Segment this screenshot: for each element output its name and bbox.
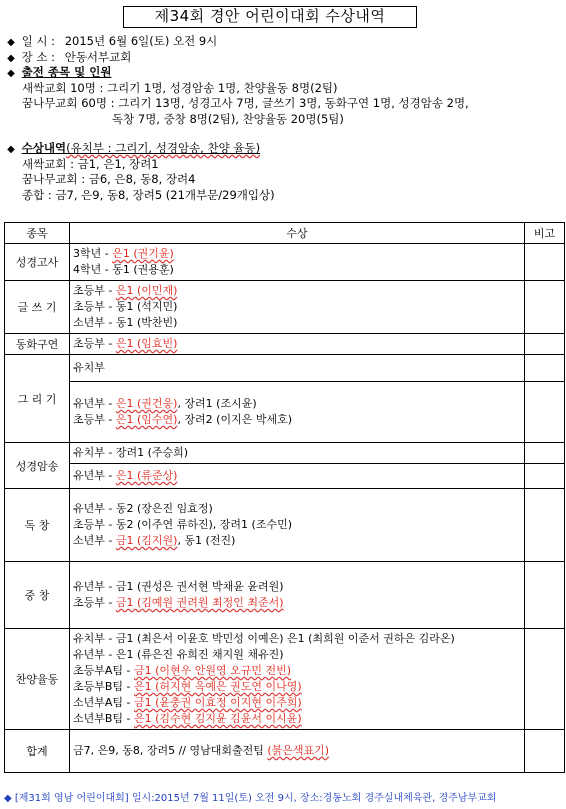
award-line [73,663,524,679]
award-line [73,412,524,428]
table-row [5,355,565,382]
award-line [73,336,524,352]
note-cell [525,382,565,443]
award-text: 유년부 - 동2 (장은진 임효정) [73,502,213,515]
place-line [4,50,562,66]
row-category: 글 쓰 기 [5,281,70,334]
note-cell [525,443,565,464]
note-cell [525,355,565,382]
award-line [73,283,524,299]
table-row [5,244,565,281]
highlight-award-text: 은1 (김수현 김지윤 김윤서 이시윤) [134,712,302,725]
highlight-award-text: 은1 (권건웅) [115,397,178,410]
table-header-row [5,223,565,244]
highlight-award-text: 은1 (권기윤) [112,247,174,260]
awards-cell [70,281,525,334]
table-row [5,464,565,489]
awards-cell [70,382,525,443]
diamond-bullet-icon: ◆ [7,52,15,64]
award-text: 소년부 - 동1 (박찬빈) [73,316,178,329]
award-text: 유년부 - [73,469,116,482]
info-section [4,34,562,203]
diamond-bullet-icon: ◆ [7,144,15,155]
highlight-award-text: 은1 (류준상) [115,469,178,482]
table-row [5,489,565,562]
award-text: 초등부B팀 - [73,680,135,693]
award-text: 유치부 - 금1 (최은서 이윤호 박민성 이예은) 은1 (최희원 이준서 권하은 김라온) [73,632,455,645]
highlight-award-text: 은1 (임효빈) [115,337,178,350]
award-text: 3학년 - [73,247,113,260]
awards-cell [70,562,525,629]
participants-heading [4,65,562,81]
award-text: , 동1 (전진) [177,534,236,547]
award-text: 초등부 - 동1 (석지민) [73,300,178,313]
award-line [73,711,524,727]
awards-cell [70,443,525,464]
awards-cell [70,464,525,489]
awards-line-2: 꿈나무교회 : 금6, 은8, 동8, 장려4 [22,172,196,186]
awards-heading [4,141,562,157]
award-text: 소년부A팀 - [73,696,134,709]
award-line [73,396,524,412]
note-cell [525,464,565,489]
row-category: 동화구연 [5,334,70,355]
diamond-bullet-icon: ◆ [7,68,15,79]
highlight-award-text: 금1 (김지원) [115,534,178,547]
awards-table [4,222,565,773]
award-line [73,631,524,647]
participants-heading-text: 출전 종목 및 인원 [21,65,112,79]
award-line [73,262,524,278]
awards-cell [70,730,525,773]
award-line [73,695,524,711]
award-text: 초등부 - [73,284,116,297]
award-line [73,679,524,695]
award-line [73,517,524,533]
award-text: 초등부 - [73,413,116,426]
highlight-award-text: (붉은색표기) [267,744,330,757]
awards-line-3: 종합 : 금7, 은9, 동8, 장려5 (21개부문/29개입상) [22,187,275,202]
award-line [73,533,524,549]
award-line [73,246,524,262]
row-category: 중 창 [5,562,70,629]
note-cell [525,730,565,773]
participants-line-3: 독창 7명, 중창 8명(2팀), 찬양율동 20명(5팀) [112,111,344,126]
row-category: 독 창 [5,489,70,562]
note-cell [525,562,565,629]
award-text: 금7, 은9, 동8, 장려5 // 영남대회출전팀 [73,744,268,757]
award-line [73,299,524,315]
place-label: 장 소 : [21,49,56,64]
highlight-award-text: 금1 (이현우 안원영 오규민 전빈) [134,664,292,677]
awards-cell [70,334,525,355]
highlight-award-text: 은1 (이민재) [115,284,178,297]
row-category: 성경고사 [5,244,70,281]
award-text: 4학년 - 동1 (권용훈) [73,263,174,276]
highlight-award-text: 금1 (윤충권 이효정 이지현 이주희) [134,696,302,709]
highlight-award-text: 은1 (허지현 옥예은 권도연 이나영) [134,680,302,693]
header-note: 비고 [525,223,565,244]
award-line [73,579,524,595]
award-text: 유년부 - 은1 (류은진 유희진 채지원 채유진) [73,648,284,661]
table-row [5,334,565,355]
diamond-bullet-icon: ◆ [7,37,15,48]
awards-line-1: 새싹교회 : 금1, 은1, 장려1 [22,156,159,171]
footer-note: ◆ [제31회 영남 어린이대회] 일시:2015년 7월 11일(토) 오전 9시, 장소:경동노회 경주실내체육관, 경주남부교회 [4,793,497,804]
row-category: 찬양율동 [5,629,70,730]
award-line [73,647,524,663]
award-text: , 장려1 (조시윤) [177,397,257,410]
award-line: 유치부 - 장려1 (주승희) [73,446,189,459]
award-text: 유년부 - [73,397,116,410]
page-title: 제34회 경안 어린이대회 수상내역 [123,6,417,28]
award-line [73,468,524,484]
awards-cell [70,355,525,382]
award-text: 초등부 - 동2 (이주연 류하진), 장려1 (조수민) [73,518,292,531]
participants-line-1: 새싹교회 10명 : 그리기 1명, 성경암송 1명, 찬양율동 8명(2팀) [22,80,338,95]
spacer [4,127,562,141]
note-cell [525,244,565,281]
note-cell [525,281,565,334]
award-line [73,501,524,517]
table-row [5,629,565,730]
award-text: 유년부 - 금1 (권성은 권서현 박채윤 윤려원) [73,580,284,593]
header-category: 종목 [5,223,70,244]
header-awards: 수상 [70,223,525,244]
awards-cell [70,244,525,281]
awards-cell [70,489,525,562]
award-line [73,743,524,759]
highlight-award-text: 은1 (임수연) [115,413,178,426]
table-row [5,443,565,464]
row-category: 그 리 기 [5,355,70,443]
award-text: 초등부A팀 - [73,664,134,677]
participants-line-2: 꿈나무교회 60명 : 그리기 13명, 성경고사 7명, 글쓰기 3명, 동화구연 1명, 성경암송 2명, [22,96,469,110]
highlight-award-text: 금1 (김예원 권려원 최정인 최준서) [115,596,284,609]
awards-heading-text: 수상내역 [21,141,67,155]
table-row [5,382,565,443]
place-value: 안동서부교회 [64,49,132,64]
table-row [5,281,565,334]
date-value: 2015년 6월 6일(토) 오전 9시 [64,34,218,48]
note-cell [525,334,565,355]
award-line [73,595,524,611]
award-text: 소년부B팀 - [73,712,135,725]
awards-cell [70,629,525,730]
award-text: 초등부 - [73,596,116,609]
table-row [5,730,565,773]
award-text: 소년부 - [73,534,116,547]
date-line [4,34,562,50]
date-label: 일 시 : [21,34,56,48]
award-text: , 장려2 (이지은 박세호) [177,413,293,426]
awards-heading-note: (유치부 : 그리기, 성경암송, 찬양 율동) [66,141,261,155]
award-text: 초등부 - [73,337,116,350]
note-cell [525,629,565,730]
row-category: 성경암송 [5,443,70,489]
award-line: 유치부 [73,361,105,374]
row-category: 합계 [5,730,70,773]
note-cell [525,489,565,562]
table-row [5,562,565,629]
award-line [73,315,524,331]
